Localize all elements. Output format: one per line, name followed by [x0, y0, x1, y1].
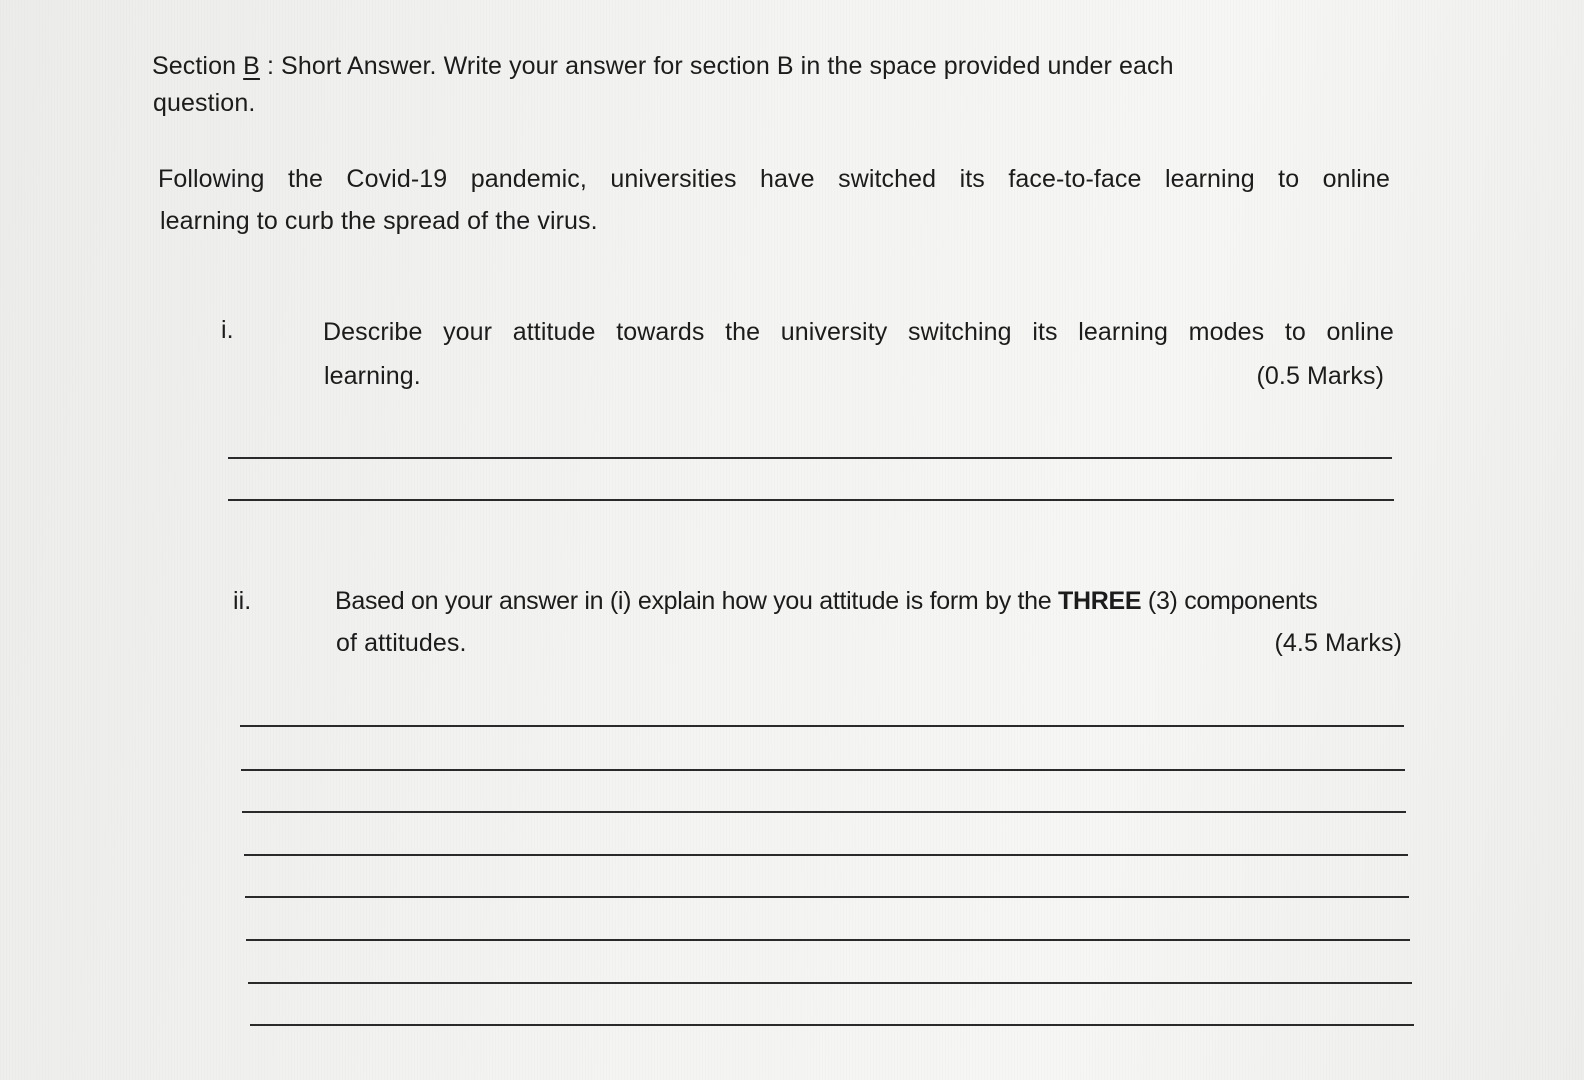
answer-line[interactable]: [241, 769, 1405, 771]
section-prefix: Section: [152, 52, 244, 80]
question-word: modes: [1188, 318, 1265, 346]
answer-line[interactable]: [248, 982, 1412, 984]
answer-line[interactable]: [246, 939, 1410, 941]
answer-line[interactable]: [228, 499, 1394, 501]
question-1-line2: [324, 362, 1384, 391]
section-letter: B: [243, 52, 260, 80]
intro-word: universities: [610, 165, 737, 193]
answer-line[interactable]: [242, 811, 1406, 813]
intro-word: have: [760, 165, 815, 193]
answer-line[interactable]: [240, 725, 1404, 727]
question-word: to: [1284, 318, 1306, 346]
question-word: the: [725, 318, 761, 346]
intro-word: to: [1278, 165, 1300, 193]
question-2-text-mid: (3) components: [1141, 587, 1318, 615]
answer-line[interactable]: [245, 896, 1409, 898]
question-word: Describe: [323, 318, 423, 346]
question-word: university: [780, 318, 888, 346]
question-1-marks: (0.5 Marks): [1256, 362, 1384, 390]
section-heading: [152, 52, 1174, 81]
intro-word: pandemic,: [470, 165, 587, 193]
question-1-text-end: learning.: [324, 362, 421, 390]
question-2-text-start: Based on your answer in (i) explain how you attitude is form by the: [335, 587, 1059, 615]
answer-line[interactable]: [250, 1024, 1414, 1026]
intro-word: learning: [1164, 165, 1255, 193]
answer-line[interactable]: [228, 457, 1392, 459]
question-1-line1: [323, 318, 1394, 347]
question-2-line1: [335, 587, 1317, 616]
intro-word: Following: [158, 165, 265, 193]
intro-word: online: [1322, 165, 1390, 193]
intro-word: Covid-19: [346, 165, 448, 193]
intro-word: face-to-face: [1008, 165, 1142, 193]
section-instruction: : Short Answer. Write your answer for section B in the space provided under each: [259, 52, 1174, 80]
intro-word: switched: [838, 165, 937, 193]
question-word: towards: [616, 318, 705, 346]
intro-line1: [158, 165, 1390, 194]
intro-line2: learning to curb the spread of the virus.: [160, 207, 598, 235]
question-word: its: [1032, 318, 1058, 346]
intro-word: the: [287, 165, 323, 193]
question-2-line2: [336, 629, 1402, 658]
intro-word: its: [959, 165, 985, 193]
question-2-marks: (4.5 Marks): [1274, 629, 1402, 657]
question-2-text-end: of attitudes.: [336, 629, 467, 657]
question-word: online: [1326, 318, 1394, 346]
answer-line[interactable]: [244, 854, 1408, 856]
question-2-emphasis: THREE: [1058, 587, 1142, 615]
question-word: your: [443, 318, 493, 346]
question-word: attitude: [512, 318, 596, 346]
question-word: learning: [1078, 318, 1169, 346]
question-1-number: i.: [221, 316, 234, 344]
question-word: switching: [907, 318, 1012, 346]
section-heading-line2: question.: [153, 89, 256, 117]
question-2-number: ii.: [233, 587, 252, 615]
